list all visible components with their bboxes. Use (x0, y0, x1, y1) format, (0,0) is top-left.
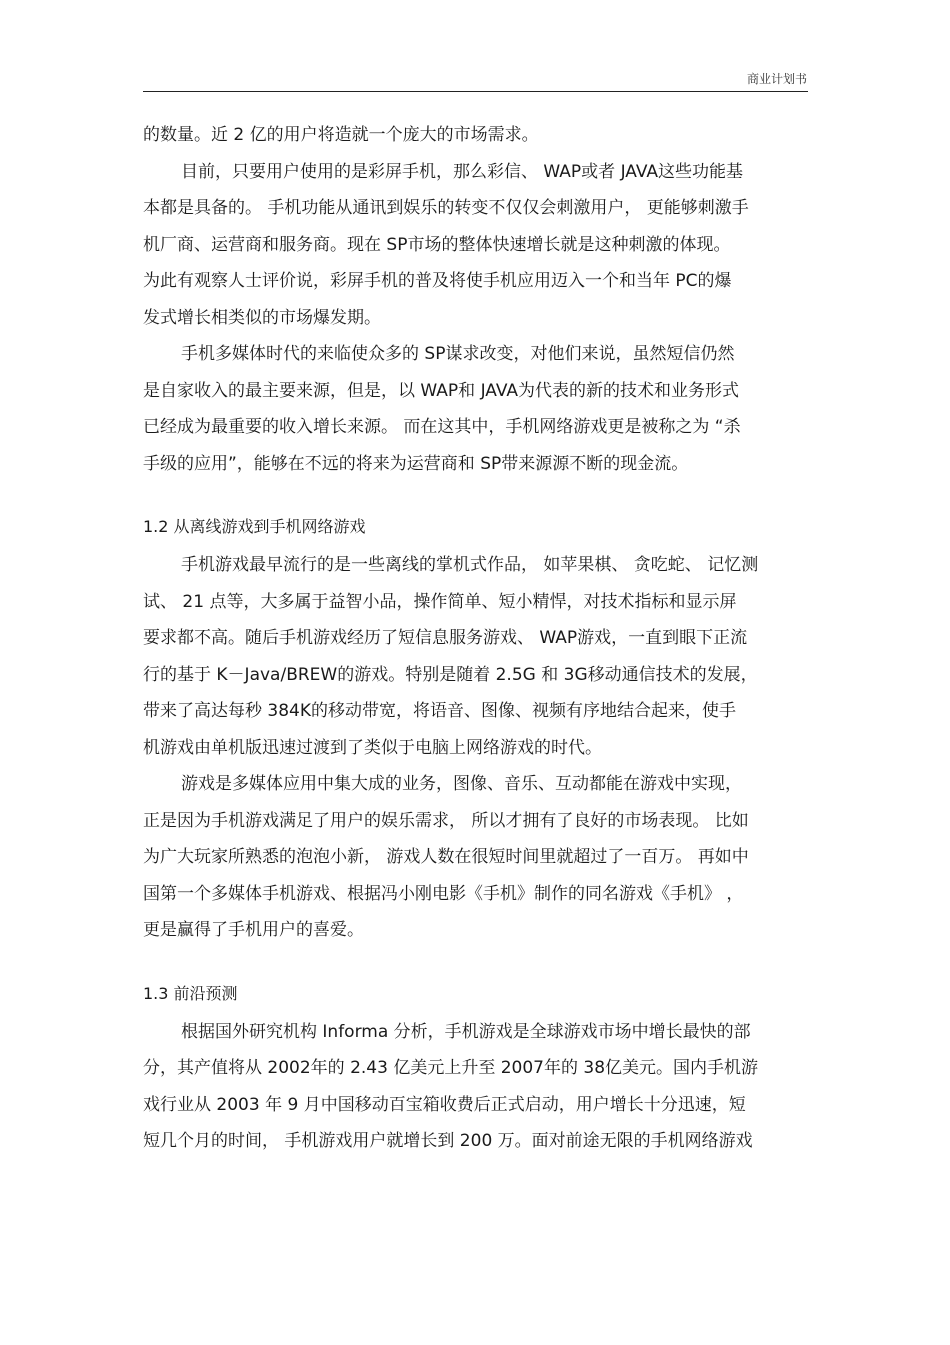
paragraph-line: 国第一个多媒体手机游戏、根据冯小刚电影《手机》制作的同名游戏《手机》 ， (143, 883, 744, 904)
paragraph-line: 行的基于 K－Java/BREW的游戏。特别是随着 2.5G 和 3G移动通信技术的发展， (143, 664, 758, 685)
paragraph (143, 552, 808, 771)
paragraph-line: 手级的应用”，能够在不远的将来为运营商和 SP带来源源不断的现金流。 (143, 453, 689, 474)
paragraph-line: 分，其产值将从 2002年的 2.43 亿美元上升至 2007年的 38亿美元。国内手机游 (143, 1058, 759, 1078)
section-gap (143, 487, 808, 514)
header-divider (143, 91, 808, 92)
paragraph-line: 发式增长相类似的市场爆发期。 (143, 307, 381, 328)
paragraph (143, 771, 808, 954)
section-heading: 1.2 从离线游戏到手机网络游戏 (143, 517, 366, 536)
section-heading: 1.3 前沿预测 (143, 983, 238, 1003)
paragraph-line: 目前，只要用户使用的是彩屏手机，那么彩信、 WAP或者 JAVA这些功能基 (181, 161, 743, 182)
paragraph-line: 手机游戏最早流行的是一些离线的掌机式作品， 如苹果棋、 贪吃蛇、 记忆测 (181, 555, 759, 575)
paragraph-line: 是自家收入的最主要来源，但是，以 WAP和 JAVA为代表的新的技术和业务形式 (143, 380, 739, 401)
document-body (143, 122, 808, 1165)
paragraph-line: 根据国外研究机构 Informa 分析，手机游戏是全球游戏市场中增长最快的部 (181, 1021, 751, 1042)
paragraph-line: 机厂商、运营商和服务商。现在 SP市场的整体快速增长就是这种刺激的体现。 (143, 234, 731, 255)
paragraph-line: 为广大玩家所熟悉的泡泡小新， 游戏人数在很短时间里就超过了一百万。 再如中 (143, 847, 749, 867)
paragraph-line: 已经成为最重要的收入增长来源。 而在这其中，手机网络游戏更是被称之为 “杀 (143, 417, 741, 437)
paragraph (143, 159, 808, 342)
paragraph-line: 机游戏由单机版迅速过渡到了类似于电脑上网络游戏的时代。 (143, 737, 602, 758)
paragraph-line: 带来了高达每秒 384K的移动带宽，将语音、图像、视频有序地结合起来，使手 (143, 701, 736, 721)
paragraph-line: 手机多媒体时代的来临使众多的 SP谋求改变，对他们来说，虽然短信仍然 (181, 344, 735, 364)
paragraph-line: 要求都不高。随后手机游戏经历了短信息服务游戏、 WAP游戏，一直到眼下正流 (143, 628, 748, 648)
paragraph-line: 游戏是多媒体应用中集大成的业务，图像、音乐、互动都能在游戏中实现， (181, 774, 742, 794)
paragraph-line: 戏行业从 2003 年 9 月中国移动百宝箱收费后正式启动，用户增长十分迅速，短 (143, 1094, 746, 1115)
paragraph (143, 122, 808, 159)
paragraph-line: 正是因为手机游戏满足了用户的娱乐需求， 所以才拥有了良好的市场表现。 比如 (143, 810, 749, 831)
paragraph-line: 的数量。近 2 亿的用户将造就一个庞大的市场需求。 (143, 125, 539, 145)
section-gap (143, 954, 808, 981)
paragraph-line: 更是赢得了手机用户的喜爱。 (143, 920, 364, 940)
paragraph-line: 短几个月的时间， 手机游戏用户就增长到 200 万。面对前途无限的手机网络游戏 (143, 1131, 753, 1151)
paragraph (143, 1019, 808, 1165)
paragraph-line: 为此有观察人士评价说，彩屏手机的普及将使手机应用迈入一个和当年 PC的爆 (143, 271, 732, 291)
paragraph-line: 本都是具备的。 手机功能从通讯到娱乐的转变不仅仅会刺激用户， 更能够刺激手 (143, 198, 749, 218)
running-header: 商业计划书 (746, 72, 807, 86)
paragraph (143, 341, 808, 487)
paragraph-line: 试、 21 点等，大多属于益智小品，操作简单、短小精悍，对技术指标和显示屏 (143, 591, 737, 612)
